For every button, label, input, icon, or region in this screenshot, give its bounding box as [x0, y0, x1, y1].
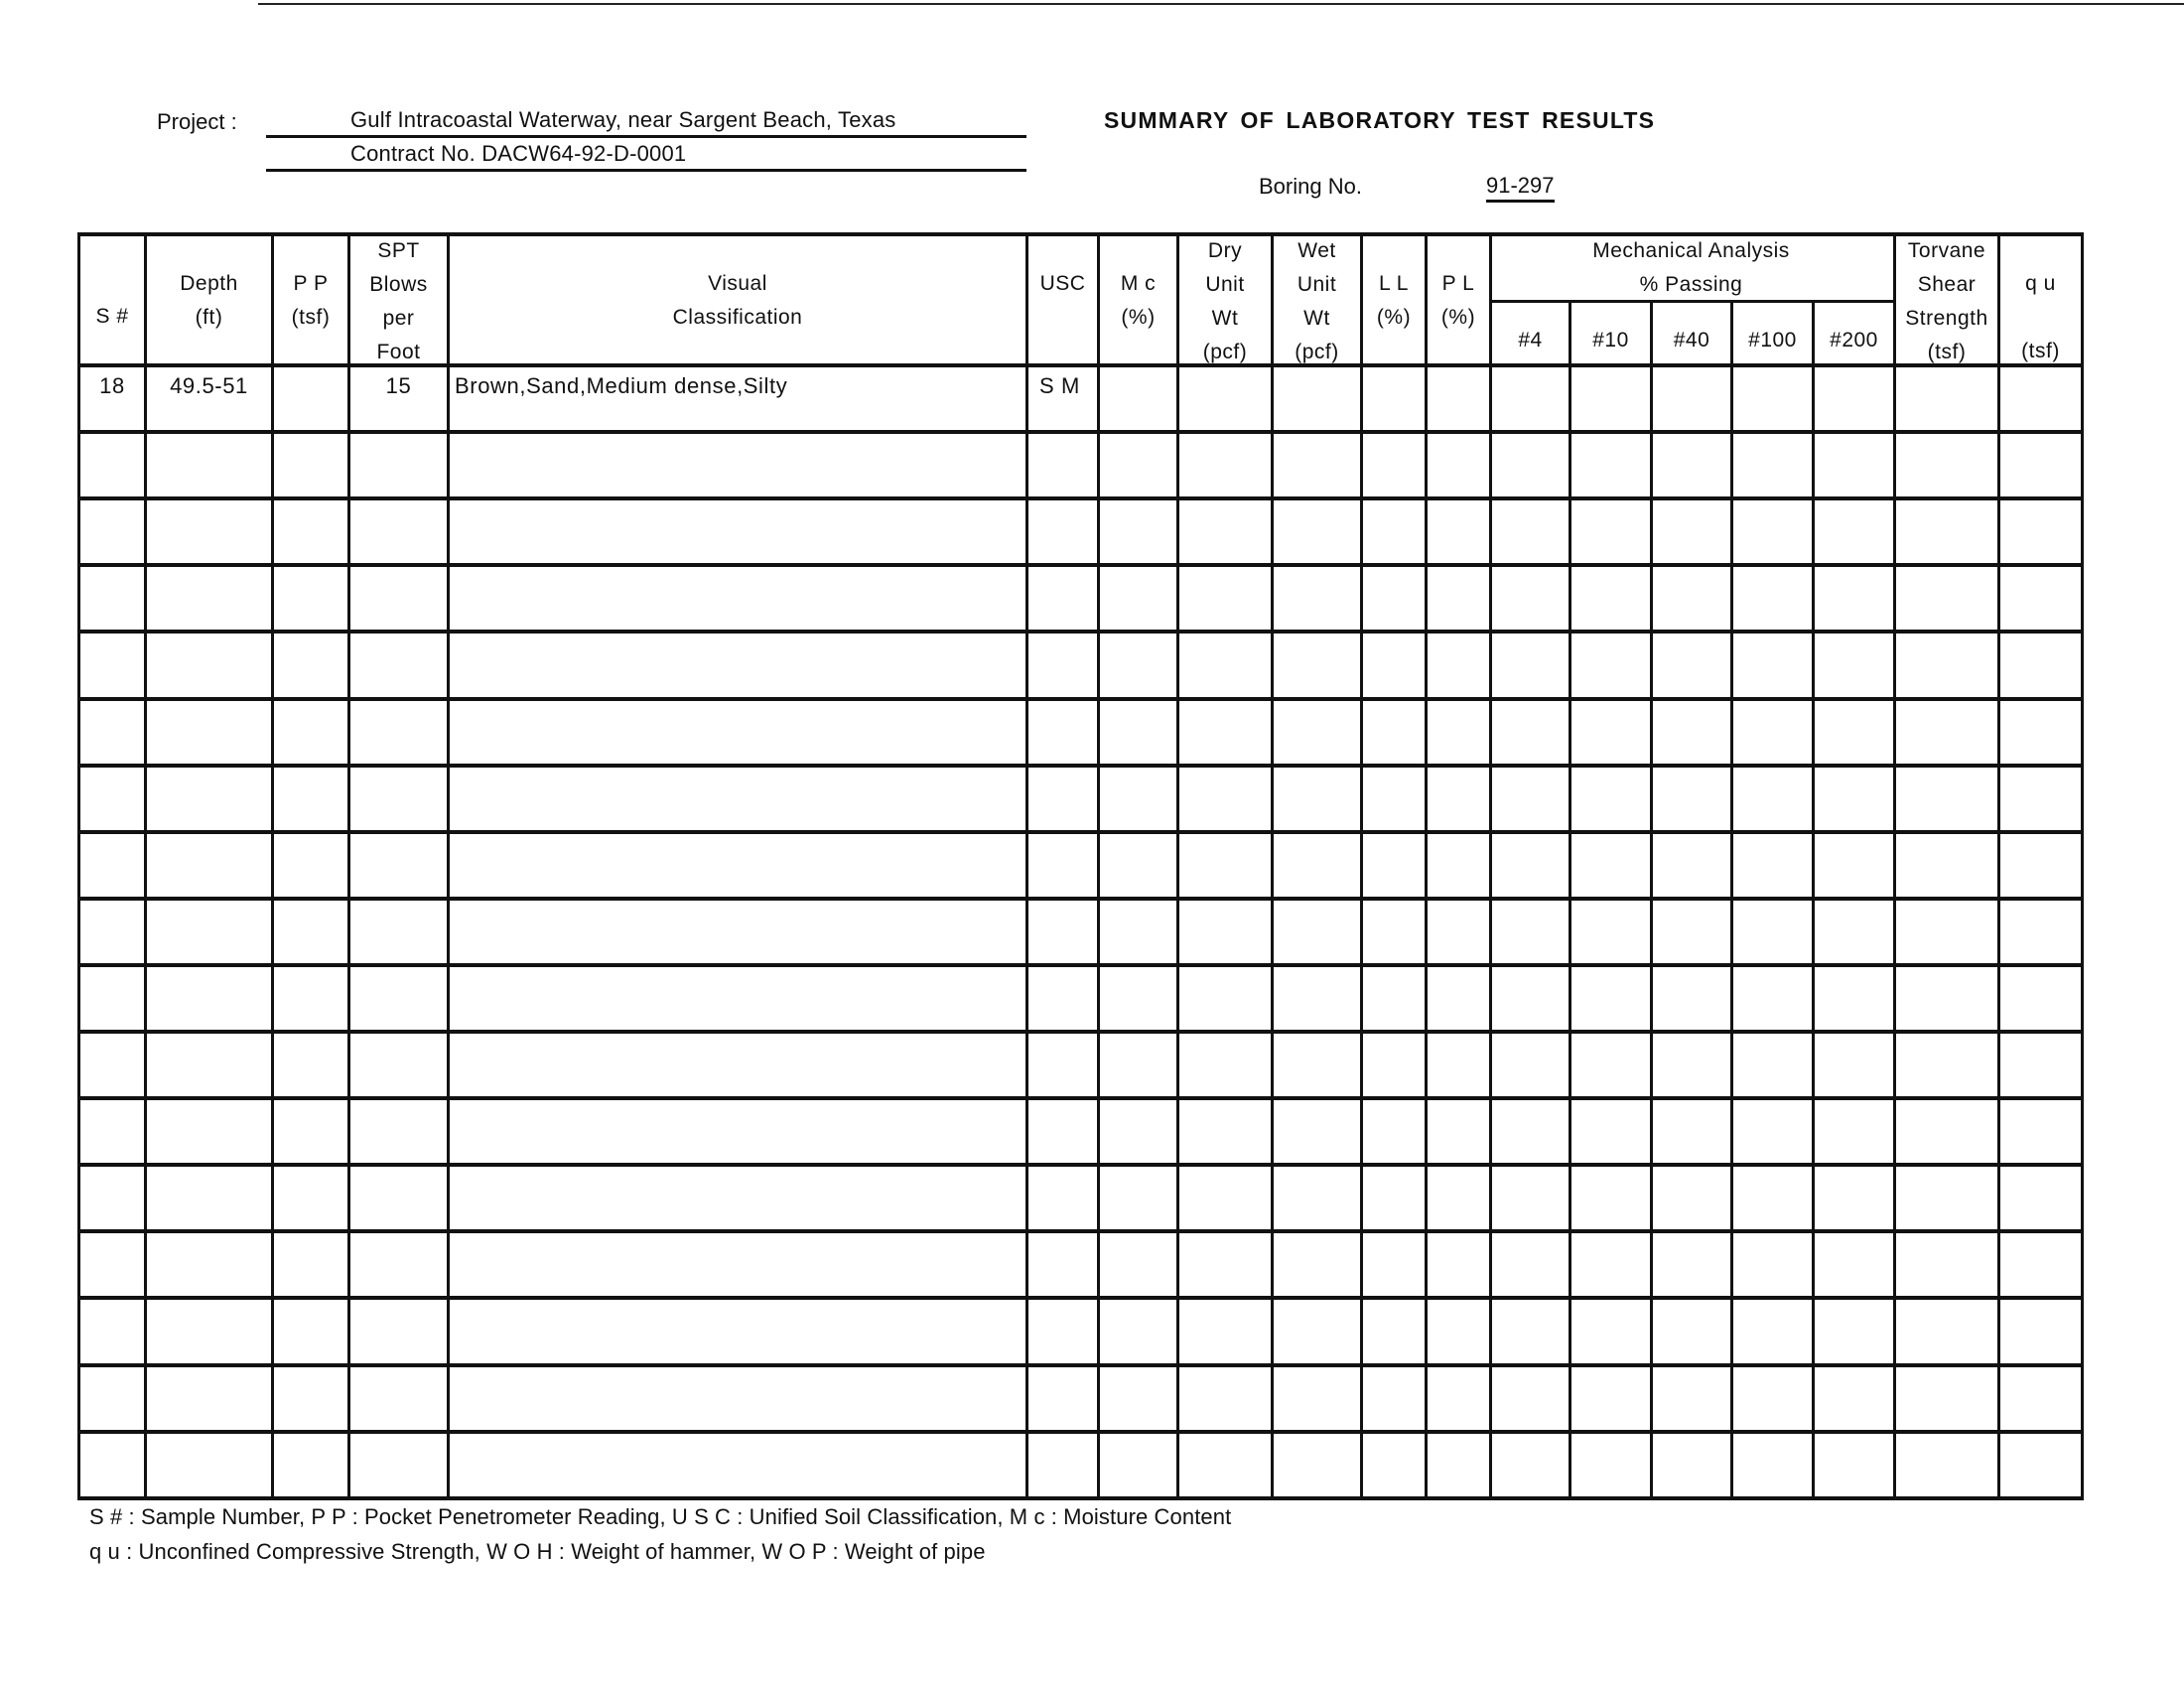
- table-border-left: [77, 232, 80, 1500]
- column-divider: [447, 232, 450, 1500]
- column-header-line: L L: [1379, 272, 1409, 295]
- column-header-sieve4: [1492, 324, 1569, 357]
- column-header-line: (ft): [195, 306, 223, 329]
- column-header-line: #200: [1830, 329, 1878, 352]
- row-divider: [77, 764, 2084, 768]
- column-divider: [1997, 232, 2000, 1500]
- contract-field: [266, 139, 1026, 172]
- column-header-line: #10: [1592, 329, 1629, 352]
- column-header-line: (tsf): [1927, 341, 1967, 363]
- cell-usc: S M: [1039, 373, 1080, 398]
- column-divider: [1569, 300, 1571, 1500]
- column-divider: [1097, 232, 1100, 1500]
- column-header-line: Wt: [1211, 307, 1239, 330]
- group-header-line: % Passing: [1639, 273, 1743, 296]
- row-divider: [77, 563, 2084, 567]
- footnote-abbreviations-2: q u : Unconfined Compressive Strength, W O H : Weight of hammer, W O P : Weight of pipe: [89, 1539, 986, 1564]
- row-divider: [77, 630, 2084, 634]
- column-divider: [1025, 232, 1028, 1500]
- column-divider: [144, 232, 147, 1500]
- column-header-line: #40: [1673, 329, 1710, 352]
- column-header-spt: [350, 234, 447, 369]
- column-header-ll: [1363, 267, 1425, 335]
- column-header-line: #100: [1748, 329, 1797, 352]
- row-divider: [77, 1096, 2084, 1100]
- column-divider: [1650, 300, 1653, 1500]
- column-divider: [1489, 232, 1492, 1500]
- column-header-line: Unit: [1205, 273, 1245, 296]
- column-header-line: USC: [1039, 272, 1086, 295]
- column-header-line: (tsf): [291, 306, 331, 329]
- column-header-line: Dry: [1207, 239, 1243, 262]
- column-header-torvane: [1896, 234, 1997, 369]
- column-header-sieve200: [1815, 324, 1893, 357]
- contract-number: Contract No. DACW64-92-D-0001: [350, 141, 687, 166]
- row-divider: [77, 1296, 2084, 1300]
- column-header-qu: [2000, 267, 2081, 368]
- column-header-line: q u: [2025, 272, 2056, 295]
- column-header-usc: [1028, 267, 1097, 301]
- project-label: Project :: [157, 109, 237, 134]
- column-divider: [347, 232, 350, 1500]
- column-header-line: Unit: [1297, 273, 1337, 296]
- column-header-line: (%): [1121, 306, 1156, 329]
- column-divider: [1730, 300, 1733, 1500]
- column-header-line: S #: [95, 305, 129, 328]
- row-divider: [77, 1030, 2084, 1034]
- column-header-mc: [1100, 267, 1176, 335]
- column-header-line: Wet: [1297, 239, 1336, 262]
- group-header-mechanical-analysis: [1489, 234, 1893, 302]
- column-header-line: P P: [293, 272, 329, 295]
- project-name: Gulf Intracoastal Waterway, near Sargent Beach, Texas: [350, 107, 896, 132]
- footnote-abbreviations-1: S # : Sample Number, P P : Pocket Penetrometer Reading, U S C : Unified Soil Classification, M c : Moisture Content: [89, 1504, 1232, 1529]
- row-divider: [77, 1163, 2084, 1167]
- column-header-line: Foot: [376, 341, 421, 363]
- cell-visual: Brown,Sand,Medium dense,Silty: [455, 373, 788, 398]
- column-header-line: (%): [1376, 306, 1412, 329]
- column-header-line: #4: [1518, 329, 1543, 352]
- table-border-bottom: [77, 1496, 2084, 1500]
- column-header-dry: [1179, 234, 1271, 369]
- cell-spt: 15: [385, 373, 412, 398]
- column-header-visual: [450, 267, 1025, 335]
- cell-depth: 49.5-51: [170, 373, 248, 398]
- column-header-line: Visual: [708, 272, 767, 295]
- column-divider: [1271, 232, 1274, 1500]
- row-divider: [77, 697, 2084, 701]
- row-divider: [77, 1430, 2084, 1434]
- column-header-line: Wt: [1303, 307, 1330, 330]
- page-title: SUMMARY OF LABORATORY TEST RESULTS: [1104, 107, 1656, 133]
- column-header-line: Shear: [1917, 273, 1977, 296]
- column-header-line: SPT: [377, 239, 420, 262]
- boring-label: Boring No.: [1259, 174, 1362, 199]
- column-divider: [1893, 232, 1896, 1500]
- lab-results-table: [77, 232, 2083, 1495]
- column-header-line: (pcf): [1295, 341, 1339, 363]
- row-divider: [77, 897, 2084, 901]
- row-divider: [77, 496, 2084, 500]
- column-divider: [1425, 232, 1428, 1500]
- boring-number: 91-297: [1486, 173, 1555, 203]
- column-header-s_no: [80, 300, 144, 334]
- column-header-line: Strength: [1905, 307, 1988, 330]
- column-header-line: Blows: [369, 273, 428, 296]
- column-divider: [1812, 300, 1815, 1500]
- column-header-sieve40: [1653, 324, 1730, 357]
- column-header-line: Depth: [180, 272, 238, 295]
- column-header-line: P L: [1441, 272, 1475, 295]
- row-divider: [77, 1363, 2084, 1367]
- table-border-right: [2081, 232, 2084, 1500]
- row-divider: [77, 963, 2084, 967]
- cell-s_no: 18: [99, 373, 125, 398]
- column-header-wet: [1274, 234, 1360, 369]
- column-header-line: (tsf): [2021, 340, 2060, 362]
- project-name-field: [266, 105, 1026, 138]
- row-divider: [77, 430, 2084, 434]
- scan-edge-line: [258, 3, 2184, 5]
- column-header-line: (pcf): [1202, 341, 1248, 363]
- column-header-sieve10: [1571, 324, 1650, 357]
- column-header-depth: [147, 267, 271, 335]
- row-divider: [77, 1229, 2084, 1233]
- column-divider: [271, 232, 274, 1500]
- column-header-line: Torvane: [1907, 239, 1986, 262]
- column-header-line: Classification: [672, 306, 803, 329]
- column-header-line: M c: [1120, 272, 1157, 295]
- column-divider: [1176, 232, 1179, 1500]
- group-header-line: Mechanical Analysis: [1592, 239, 1790, 262]
- column-header-line: per: [382, 307, 415, 330]
- column-header-pl: [1428, 267, 1489, 335]
- column-header-line: (%): [1440, 306, 1476, 329]
- column-header-sieve100: [1733, 324, 1812, 357]
- column-header-pp: [274, 267, 347, 335]
- row-divider: [77, 830, 2084, 834]
- column-divider: [1360, 232, 1363, 1500]
